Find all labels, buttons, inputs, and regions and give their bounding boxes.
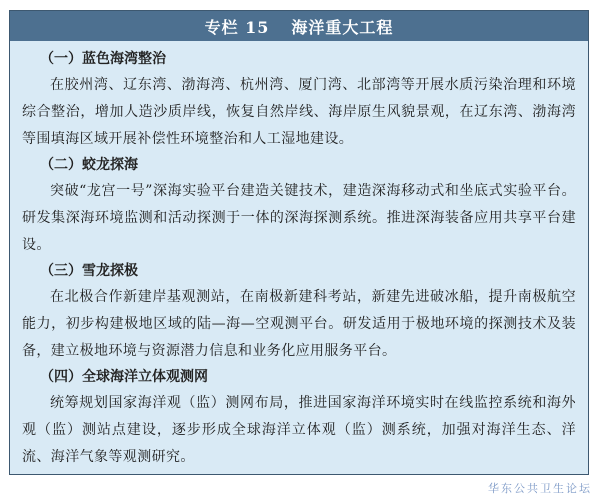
section-jiaolong bbox=[22, 153, 576, 259]
section-heading: （一）蓝色海湾整治 bbox=[40, 51, 166, 67]
section-heading: （四）全球海洋立体观测网 bbox=[40, 369, 208, 385]
box-content bbox=[22, 47, 576, 471]
section-xuelong bbox=[22, 259, 576, 365]
section-heading: （二）蛟龙探海 bbox=[40, 157, 138, 173]
box-title-text: 海洋重大工程 bbox=[291, 17, 394, 37]
section-body: 在胶州湾、辽东湾、渤海湾、杭州湾、厦门湾、北部湾等开展水质污染治理和环境综合整治，增加人造沙质岸线，恢复自然岸线、海岸原生风貌景观，在辽东湾、渤海湾等围填海区域开展补偿性环境整治和人工湿地建设。 bbox=[22, 77, 576, 147]
box-title-bar bbox=[10, 11, 588, 41]
section-body: 突破“龙宫一号”深海实验平台建造关键技术，建造深海移动式和坐底式实验平台。研发集深海环境监测和活动探测于一体的深海探测系统。推进深海装备应用共享平台建设。 bbox=[22, 183, 576, 253]
section-body: 在北极合作新建岸基观测站，在南极新建科考站，新建先进破冰船，提升南极航空能力，初步构建极地区域的陆—海—空观测平台。研发适用于极地环境的探测技术及装备，建立极地环境与资源潜力信息和业务化应用服务平台。 bbox=[22, 289, 576, 359]
section-heading: （三）雪龙探极 bbox=[40, 263, 138, 279]
section-body: 统筹规划国家海洋观（监）测网布局，推进国家海洋环境实时在线监控系统和海外观（监）测站点建设，逐步形成全球海洋立体观（监）测系统，加强对海洋生态、洋流、海洋气象等观测研究。 bbox=[22, 395, 576, 465]
section-blue-bay bbox=[22, 47, 576, 153]
box-title-number: 专栏 15 bbox=[204, 17, 270, 37]
feature-box bbox=[9, 10, 589, 475]
section-ocean-observation bbox=[22, 365, 576, 471]
source-watermark: 华东公共卫生论坛 bbox=[488, 482, 592, 495]
